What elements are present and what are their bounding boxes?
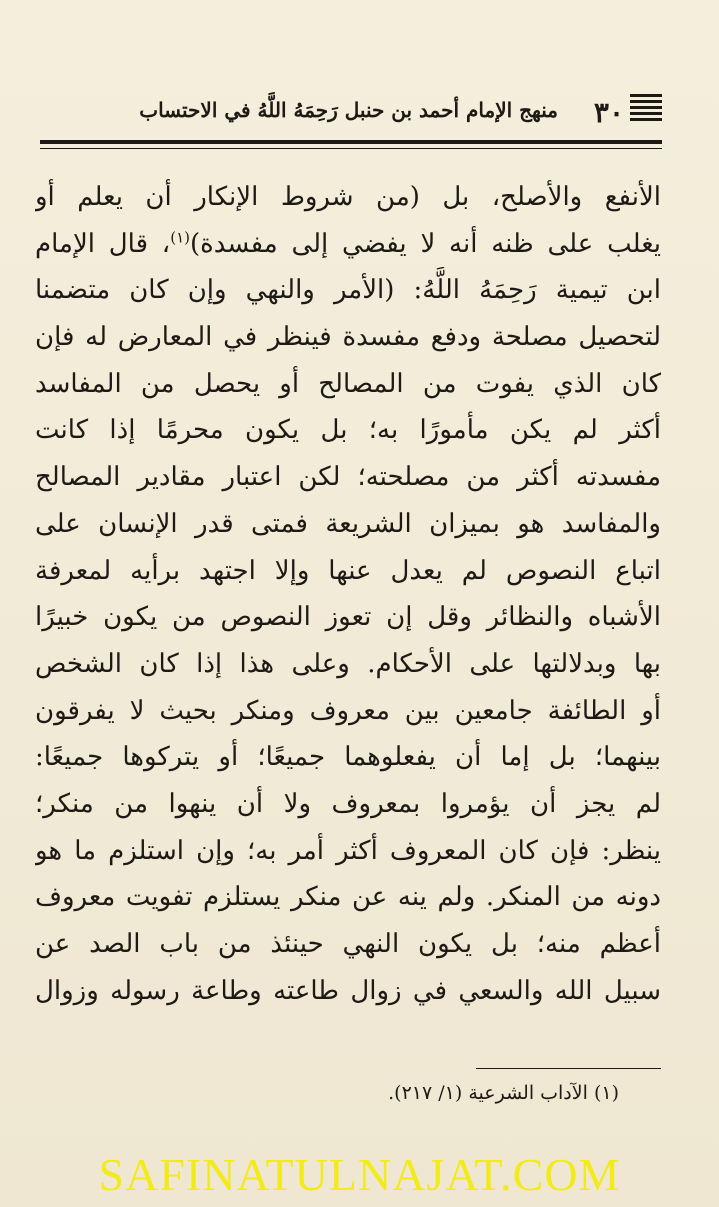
text-line: بها وبدلالتها على الأحكام. وعلى هذا إذا كان الشخص	[35, 648, 661, 679]
text-line: أو الطائفة جامعين بين معروف ومنكر بحيث لا يفرقون	[35, 695, 661, 726]
footnote-text: الآداب الشرعية (١/ ٢١٧).	[388, 1082, 588, 1104]
text-line: سبيل الله والسعي في زوال طاعته وطاعة رسوله وزوال	[35, 975, 661, 1006]
text-line: دونه من المنكر. ولم ينه عن منكر يستلزم تفويت معروف	[35, 882, 661, 913]
body-text	[35, 174, 661, 1014]
footnote	[388, 1082, 619, 1104]
text-line: يغلب على ظنه أنه لا يفضي إلى مفسدة)$^{(١)}$، قال الإمام	[35, 228, 661, 259]
text-line: اتباع النصوص لم يعدل عنها وإلا اجتهد برأيه لمعرفة	[35, 555, 661, 586]
footnote-number: (١)	[593, 1082, 619, 1104]
text-line: الأشباه والنظائر وقل إن تعوز النصوص من يكون خبيرًا	[35, 602, 661, 633]
text-line: مفسدته أكثر من مصلحته؛ لكن اعتبار مقادير المصالح	[35, 462, 661, 493]
footnote-separator	[476, 1068, 661, 1069]
text-line: لتحصيل مصلحة ودفع مفسدة فينظر في المعارض له فإن	[35, 322, 661, 353]
text-line: بينهما؛ بل إما أن يفعلوهما جميعًا؛ أو يتركوها جميعًا:	[35, 742, 661, 773]
header-rule-thick	[40, 140, 662, 144]
footnote-marker: (١)	[170, 228, 190, 247]
header-ornament-icon	[630, 94, 662, 134]
watermark: SAFINATULNAJAT.COM	[98, 1149, 621, 1200]
text-line: الأنفع والأصلح، بل (من شروط الإنكار أن يعلم أو	[35, 182, 661, 212]
text-line: لم يجز أن يؤمروا بمعروف ولا أن ينهوا من منكر؛	[35, 788, 661, 819]
text-line: أعظم منه؛ بل يكون النهي حينئذ من باب الصد عن	[35, 929, 661, 959]
text-line: ينظر: فإن كان المعروف أكثر أمر به؛ وإن استلزم ما هو	[35, 835, 661, 866]
text-line: كان الذي يفوت من المصالح أو يحصل من المفاسد	[35, 368, 661, 399]
text-line: أكثر لم يكن مأمورًا به؛ بل يكون محرمًا إذا كانت	[35, 415, 661, 446]
page-number: ٣٠	[593, 96, 624, 129]
text-line: ابن تيمية رَحِمَهُ اللَّهُ: (الأمر والنهي وإن كان متضمنا	[35, 275, 661, 306]
header-rule-thin	[40, 148, 662, 149]
running-header	[40, 92, 662, 132]
text-line: والمفاسد هو بميزان الشريعة فمتى قدر الإنسان على	[35, 508, 661, 539]
header-title: منهج الإمام أحمد بن حنبل رَحِمَهُ اللَّهُ في الاحتساب	[139, 98, 558, 122]
